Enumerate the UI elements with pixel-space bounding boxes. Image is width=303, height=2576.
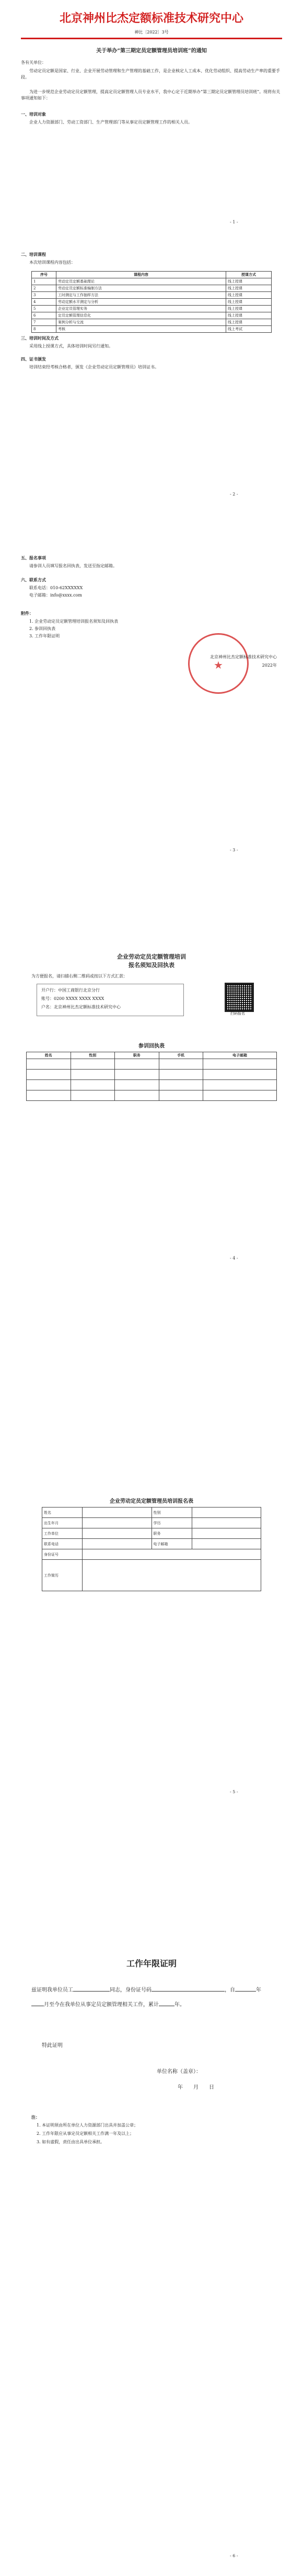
paragraph-2: 为进一步规范企业劳动定员定额管理，提高定员定额管理人员专业水平，我中心定于近期举办“第三期定员定额管理员培训班”。现将有关事项通知如下： <box>21 89 281 100</box>
section-4-text: 培训结束经考核合格者，颁发《企业劳动定员定额管理员》培训证书。 <box>29 365 159 369</box>
table-cell: 3 <box>32 292 56 299</box>
table-cell: 定员定额管理信息化 <box>56 312 226 319</box>
table-cell: 考核 <box>56 326 226 333</box>
table-cell: 姓名 <box>42 1508 83 1518</box>
notes-title: 注： <box>31 2114 40 2120</box>
table-row[interactable] <box>27 1059 277 1070</box>
table-cell: 2 <box>32 285 56 292</box>
table-cell: 4 <box>32 299 56 306</box>
receipt-table <box>26 1052 277 1101</box>
page-2 <box>0 230 303 513</box>
table-row <box>32 292 272 299</box>
table-row <box>32 299 272 306</box>
sign-organization: 北京神州比杰定额标准技术研究中心 <box>210 655 277 659</box>
sign-date: 2022年 <box>262 663 277 668</box>
table-cell: 7 <box>32 319 56 326</box>
table-cell: 案例分析与交流 <box>56 319 226 326</box>
certificate-body: 兹证明我单位员工 同志，身份证号码 ，自 年月至今在我单位从事定员定额管理相关工作，累计 年。 <box>31 1987 261 2008</box>
table-cell: 8 <box>32 326 56 333</box>
table-header-row <box>32 272 272 278</box>
page-number: - 4 - <box>230 1256 238 1261</box>
table-cell: 工作简历 <box>42 1560 83 1591</box>
table-cell: 劳动定员定额标准编制方法 <box>56 285 226 292</box>
table-cell: 劳动定员定额基础理论 <box>56 278 226 285</box>
table-cell: 职务 <box>152 1528 192 1539</box>
note-item: 3. 如有虚假，责任由出具单位承担。 <box>37 2140 105 2144</box>
table-cell: 联系电话 <box>42 1539 83 1549</box>
table-row <box>32 278 272 285</box>
note-item: 2. 工作年限应从事定员定额相关工作满一年及以上； <box>37 2131 134 2136</box>
table-row[interactable] <box>27 1090 277 1101</box>
table-cell: 1 <box>32 278 56 285</box>
red-divider <box>21 38 282 39</box>
certificate-date: 年 月 日 <box>178 2085 214 2090</box>
table-cell: 劳动定额水平测定与分析 <box>56 299 226 306</box>
table-row <box>32 306 272 312</box>
qr-label: 扫码报名 <box>230 1011 245 1016</box>
table-header-cell: 电子邮箱 <box>203 1052 277 1059</box>
table-header-cell: 职务 <box>115 1052 159 1059</box>
table-row <box>32 285 272 292</box>
table-cell: 工时测定与工作抽样方法 <box>56 292 226 299</box>
page-number: - 1 - <box>230 220 238 224</box>
attachments-title: 附件： <box>21 611 33 616</box>
table-row <box>42 1518 261 1528</box>
table-row[interactable] <box>27 1080 277 1090</box>
note-item: 1. 本证明须由所在单位人力资源部门出具并加盖公章； <box>37 2123 138 2128</box>
paragraph-1: 劳动定员定额是国家、行业、企业开展劳动管理和生产管理的基础工作，是企业核定人工成本、优化劳动组织、提高劳动生产率的重要手段。 <box>21 69 280 80</box>
table-row <box>42 1528 261 1539</box>
table-cell: 工作单位 <box>42 1528 83 1539</box>
table-row <box>32 326 272 333</box>
table-cell: 企业定员管理实务 <box>56 306 226 312</box>
certificate-closing: 特此证明 <box>42 2043 63 2049</box>
table-header-cell: 课程内容 <box>56 272 226 278</box>
contact-phone: 联系电话：010-62XXXXXX <box>29 586 83 590</box>
attachment-item: 1. 企业劳动定员定额管理培训报名须知及回执表 <box>29 619 119 624</box>
form-title: 企业劳动定员定额管理员培训报名表 <box>110 1499 193 1504</box>
table-cell: 线上授课 <box>226 319 272 326</box>
table-row <box>32 312 272 319</box>
table-cell: 线上授课 <box>226 312 272 319</box>
notice-title: 关于举办“第三期定员定额管理员培训班”的通知 <box>96 48 207 54</box>
table-header-cell: 性别 <box>71 1052 115 1059</box>
certificate-sign: 单位名称（盖章）： <box>157 2069 201 2075</box>
greeting: 各有关单位： <box>21 60 46 65</box>
table-row <box>42 1549 261 1560</box>
course-table <box>31 271 272 333</box>
section-4-heading: 四、证书颁发 <box>21 356 46 362</box>
table-row <box>42 1539 261 1549</box>
table-cell: 出生年月 <box>42 1518 83 1528</box>
section-1-heading: 一、培训对象 <box>21 111 46 117</box>
bank-info-box <box>37 984 184 1016</box>
table-cell: 电子邮箱 <box>152 1539 192 1549</box>
section-1-text: 企业人力资源部门、劳动工资部门、生产管理部门等从事定员定额管理工作的相关人员。 <box>29 120 192 125</box>
registration-title-2: 报名须知及回执表 <box>129 962 174 969</box>
table-cell: 6 <box>32 312 56 319</box>
table-row <box>42 1560 261 1591</box>
table-cell: 5 <box>32 306 56 312</box>
org-title: 北京神州比杰定额标准技术研究中心 <box>59 12 243 25</box>
registration-title-1: 企业劳动定员定额管理培训 <box>117 953 186 960</box>
section-5-text: 请参训人员填写报名回执表，发送至指定邮箱。 <box>29 564 117 568</box>
table-header-cell: 手机 <box>159 1052 203 1059</box>
table-header-cell: 姓名 <box>27 1052 71 1059</box>
section-5-heading: 五、报名事项 <box>21 555 46 560</box>
table-cell: 学历 <box>152 1518 192 1528</box>
table-cell: 线上授课 <box>226 306 272 312</box>
attachment-item: 3. 工作年限证明 <box>29 634 60 638</box>
page-6 <box>0 1831 303 2574</box>
table-cell: 线上考试 <box>226 326 272 333</box>
table-row[interactable] <box>27 1070 277 1080</box>
section-3-text: 采用线上授课方式，具体培训时间另行通知。 <box>29 344 113 348</box>
contact-email: 电子邮箱：info@xxxx.com <box>29 593 82 598</box>
doc-number: 神比〔2022〕3号 <box>134 30 169 35</box>
section-2-heading: 二、培训课程 <box>21 252 46 257</box>
table-cell: 线上授课 <box>226 278 272 285</box>
page-4 <box>0 890 303 1287</box>
qr-code-icon[interactable] <box>225 983 254 1012</box>
table-cell: 线上授课 <box>226 299 272 306</box>
table-row <box>32 319 272 326</box>
table-cell: 线上授课 <box>226 292 272 299</box>
table-cell: 身份证号 <box>42 1549 83 1560</box>
table-cell: 性别 <box>152 1508 192 1518</box>
official-seal-icon: ★ <box>188 633 249 694</box>
page-number: - 6 - <box>230 2553 238 2558</box>
section-6-heading: 六、联系方式 <box>21 577 46 582</box>
bank-line: 账号：0200 XXXX XXXX XXXX <box>41 996 104 1001</box>
attachment-item: 2. 参训回执表 <box>29 626 56 631</box>
table-header-row <box>27 1052 277 1059</box>
page-3 <box>0 523 303 879</box>
page-5 <box>0 1298 303 1810</box>
registration-form-table <box>42 1507 261 1591</box>
table-header-cell: 授课方式 <box>226 272 272 278</box>
page-number: - 2 - <box>230 492 238 497</box>
bank-line: 户名：北京神州比杰定额标准技术研究中心 <box>41 1005 121 1009</box>
page-number: - 3 - <box>230 848 238 852</box>
table-cell: 线上授课 <box>226 285 272 292</box>
registration-intro: 为方便报名，请扫描右侧二维码或按以下方式汇款： <box>31 974 127 978</box>
receipt-title: 参训回执表 <box>138 1043 165 1049</box>
section-2-text: 本次培训课程内容包括： <box>29 260 75 265</box>
bank-line: 开户行：中国工商银行北京分行 <box>41 988 100 993</box>
table-row <box>42 1508 261 1518</box>
certificate-title: 工作年限证明 <box>126 1959 177 1968</box>
page-number: - 5 - <box>230 1790 238 1794</box>
section-3-heading: 三、培训时间及方式 <box>21 335 59 341</box>
table-header-cell: 序号 <box>32 272 56 278</box>
